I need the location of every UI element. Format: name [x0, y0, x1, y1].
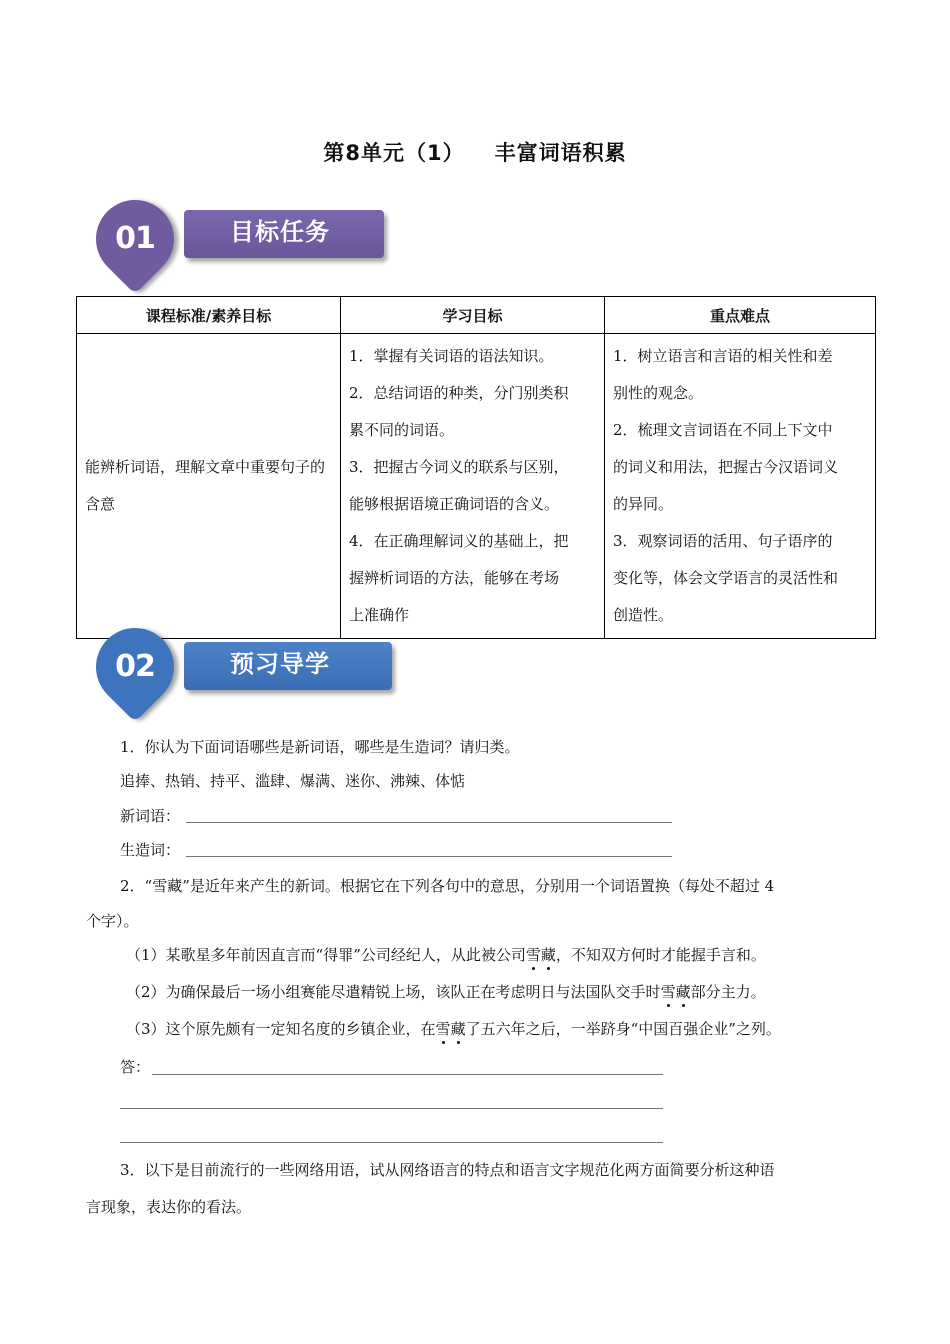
sentence-2 — [126, 982, 766, 1002]
table-row — [77, 334, 876, 639]
page-title — [0, 137, 950, 167]
cell-line: 别性的观念。 — [613, 384, 704, 402]
answer-blank-2[interactable] — [120, 1108, 663, 1109]
sentence-text: （1）某歌星多年前因直言而“得罪”公司经纪人，从此被公司 — [126, 946, 526, 964]
title-unit: 第8单元（1） — [323, 141, 465, 165]
title-topic: 丰富词语积累 — [494, 141, 627, 165]
badge-number: 01 — [115, 221, 155, 256]
question-3-prompt: 3．以下是目前流行的一些网络用语，试从网络语言的特点和语言文字规范化两方面简要分析这种语 — [120, 1161, 775, 1179]
cell-line: 握辨析词语的方法，能够在考场 — [349, 569, 560, 587]
sentence-text: ，不知双方何时才能握手言和。 — [555, 946, 766, 964]
question-2-prompt: 2．“雪藏”是近年来产生的新词。根据它在下列各句中的意思，分别用一个词语置换（每处不超过 4 — [120, 877, 775, 895]
emphasis-char: 雪 — [435, 1020, 451, 1038]
table-header: 课程标准/素养目标 — [77, 297, 341, 334]
cell-line: 3．观察词语的活用、句子语序的 — [613, 532, 833, 550]
question-3-prompt-cont: 言现象，表达你的看法。 — [86, 1198, 252, 1216]
cell-line: 累不同的词语。 — [349, 421, 455, 439]
emphasis-char: 藏 — [675, 983, 691, 1001]
cell-line: 创造性。 — [613, 606, 674, 624]
question-2-prompt-cont: 个字）。 — [86, 912, 139, 930]
cell-line: 2．梳理文言词语在不同上下文中 — [613, 421, 833, 439]
cell-line: 上准确作 — [349, 606, 410, 624]
sentence-text: 了五六年之后，一举跻身“中国百强企业”之列。 — [465, 1020, 781, 1038]
sentence-text: （3）这个原先颇有一定知名度的乡镇企业，在 — [126, 1020, 436, 1038]
section-title: 目标任务 — [184, 210, 384, 258]
table-header-row — [77, 297, 876, 334]
section-title: 预习导学 — [184, 642, 392, 690]
emphasis-char: 雪 — [525, 946, 541, 964]
table-header: 学习目标 — [341, 297, 605, 334]
fake-words-label: 生造词： — [120, 841, 181, 859]
cell-line: 1．掌握有关词语的语法知识。 — [349, 347, 554, 365]
standard-cell: 能辨析词语，理解文章中重要句子的含意 — [77, 334, 341, 639]
emphasis-char: 雪 — [660, 983, 676, 1001]
sentence-3 — [126, 1019, 781, 1039]
answer-blank-3[interactable] — [120, 1142, 663, 1143]
new-words-blank[interactable] — [186, 822, 672, 823]
cell-line: 变化等，体会文学语言的灵活性和 — [613, 569, 839, 587]
difficulty-cell — [605, 334, 876, 639]
table-header: 重点难点 — [605, 297, 876, 334]
sentence-1 — [126, 945, 766, 965]
objective-cell — [341, 334, 605, 639]
fake-words-blank[interactable] — [186, 856, 672, 857]
question-1-words: 追捧、热销、持平、滥肆、爆满、迷你、沸辣、体惦 — [120, 772, 466, 790]
cell-line: 3．把握古今词义的联系与区别， — [349, 458, 569, 476]
question-1-prompt: 1．你认为下面词语哪些是新词语，哪些是生造词？请归类。 — [120, 738, 520, 756]
emphasis-char: 藏 — [450, 1020, 466, 1038]
goals-table — [76, 296, 876, 639]
emphasis-char: 藏 — [540, 946, 556, 964]
cell-line: 的异同。 — [613, 495, 674, 513]
answer-blank-1[interactable] — [152, 1074, 663, 1075]
new-words-label: 新词语： — [120, 807, 181, 825]
cell-line: 能够根据语境正确词语的含义。 — [349, 495, 560, 513]
cell-line: 2．总结词语的种类，分门别类积 — [349, 384, 569, 402]
badge-number: 02 — [115, 649, 155, 684]
cell-line: 4．在正确理解词义的基础上，把 — [349, 532, 569, 550]
answer-label: 答： — [120, 1058, 151, 1076]
cell-line: 1．树立语言和言语的相关性和差 — [613, 347, 833, 365]
sentence-text: （2）为确保最后一场小组赛能尽遣精锐上场，该队正在考虑明日与法国队交手时 — [126, 983, 661, 1001]
sentence-text: 部分主力。 — [690, 983, 766, 1001]
cell-line: 的词义和用法，把握古今汉语词义 — [613, 458, 839, 476]
